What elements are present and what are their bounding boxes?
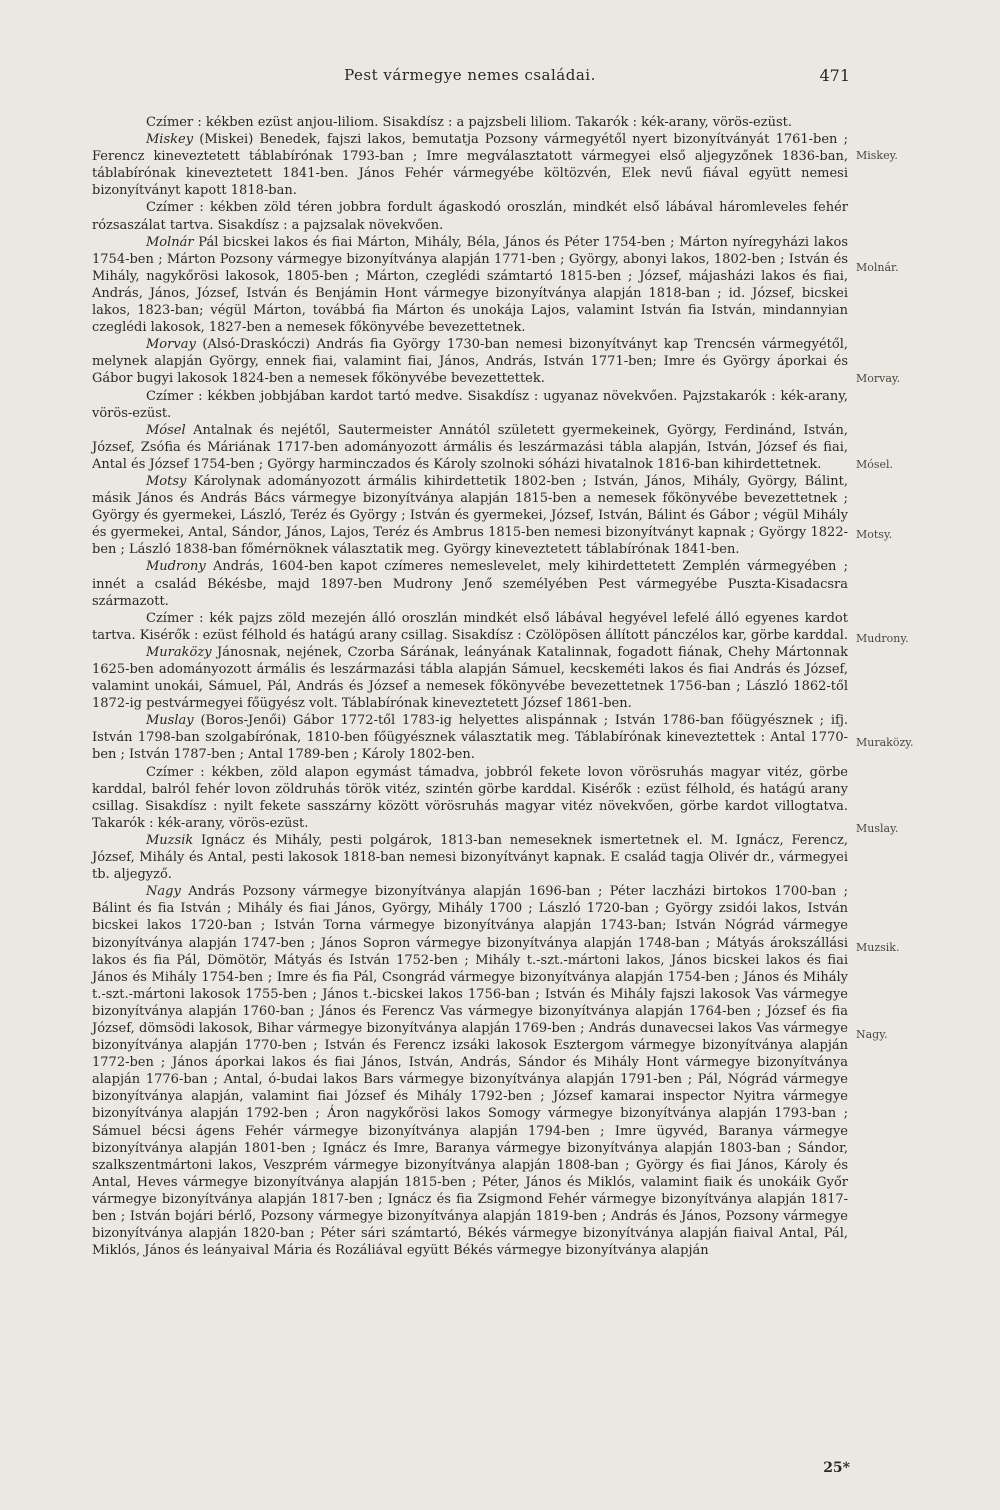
margin-note: Miskey. <box>856 149 898 162</box>
family-name: Motsy <box>146 473 187 489</box>
paragraph-text: (Boros-Jenői) Gábor 1772-től 1783-ig helyettes alispánnak ; István 1786-ban főügyésznek ; ifj. István 1798-ban szolgabírónak, 1810-ben főügyésznek választatik meg. Táblabírónak kineveztettek : Antal 1770-ben ; István 1787-ben ; Antal 1789-ben ; Károly 1802-ben. <box>92 713 848 763</box>
paragraph-text: András, 1604-ben kapot czímeres nemeslevelet, mely kihirdettetett Zemplén vármegyében ; innét a család Békésbe, majd 1897-ben Mudrony Jenő személyében Pest vármegyébe Puszta-Kisadacsra származott. <box>92 559 848 609</box>
margin-note: Molnár. <box>856 261 899 274</box>
family-name: Muzsik <box>146 832 194 848</box>
family-name: Miskey <box>146 132 194 148</box>
paragraph-murakozy <box>92 644 848 712</box>
margin-note: Muslay. <box>856 822 899 835</box>
paragraph-text: (Miskei) Benedek, fajszi lakos, bemutatja Pozsony vármegyétől nyert bizonyítványát 1761-ben ; Ferencz kineveztetett táblabírónak 1793-ban ; Imre megválasztatott vármegyei első aljegyzőnek 1836-ban, táblabírónak kineveztetett 1841-ben. János Fehér vármegyébe költözvén, Elek nevű fiával együtt nemesi bizonyítványt kapott 1818-ban. <box>92 132 848 199</box>
paragraph-morvay <box>92 336 848 387</box>
margin-note: Mudrony. <box>856 632 909 645</box>
margin-note: Mósel. <box>856 458 894 471</box>
family-name: Muslay <box>146 713 194 729</box>
margin-note: Nagy. <box>856 1028 888 1041</box>
margin-note: Motsy. <box>856 528 893 541</box>
paragraph-text: Czímer : kék pajzs zöld mezején álló oroszlán mindkét első lábával hegyével lefelé álló egyenes kardot tartva. Kisérők : ezüst félhold és hatágú arany csillag. Sisakdísz : Czölöpösen állított pánczélos kar, görbe karddal. <box>92 610 848 643</box>
family-name: Mósel <box>146 422 186 438</box>
paragraph-text: Czímer : kékben, zöld alapon egymást támadva, jobbról fekete lovon vörösruhás magyar vitéz, görbe karddal, balról fehér lovon zöldruhás török vitéz, szintén görbe karddal. Kisérők : ezüst félhold, és hatágú arany csillag. Sisakdísz : nyilt fekete sasszárny között vörösruhás magyar vitéz növekvően, görbe kardot villogtatva. Takarók : kék-arany, vörös-ezüst. <box>92 764 848 831</box>
family-name: Muraközy <box>146 644 212 660</box>
family-name: Mudrony <box>146 559 206 575</box>
margin-note: Muraközy. <box>856 736 914 749</box>
paragraph-text: Czímer : kékben ezüst anjou-liliom. Sisakdísz : a pajzsbeli liliom. Takarók : kék-arany, vörös-ezüst. <box>146 115 792 130</box>
paragraph-text: (Alsó-Draskóczi) András fia György 1730-ban nemesi bizonyítványt kap Trencsén vármegyétől, melynek alapján György, ennek fiai, valamint fiai, János, András, István 1771-ben; Imre és György áporkai és Gábor bugyi lakosok 1824-ben a nemesek főkönyvébe bevezettettek. <box>92 337 848 387</box>
paragraph-text: András Pozsony vármegye bizonyítványa alapján 1696-ban ; Péter laczházi birtokos 1700-ban ; Bálint és fia István ; Mihály és fiai János, György, Mihály 1700 ; László 1720-ban ; György zsidói lakos, István bicskei lakos 1720-ban ; István Torna vármegye bizonyítványa alapján 1743-ban; István Nógrád vármegye bizonyítványa alapján 1747-ben ; János Sopron vármegye bizonyítványa alapján 1748-ban ; Mátyás árokszállási lakos és fia Pál, Dömötör, Mátyás és István 1752-ben ; Mihály t.-szt.-mártoni lakos, János bicskei lakos és fiai János és Mihály 1754-ben ; Imre és fia Pál, Csongrád vármegye bizonyítványa alapján 1754-ben ; János és Mihály t.-szt.-mártoni lakosok 1755-ben ; János t.-bicskei lakos 1756-ban ; István és Mihály fajszi lakosok Vas vármegye bizonyítványa alapján 1760-ban ; János és Ferencz Vas vármegye bizonyítványa alapján 1764-ben ; József és fia József, dömsödi lakosok, Bihar vármegye bizonyítványa alapján 1769-ben ; András dunavecsei lakos Vas vármegye bizonyítványa alapján 1770-ben ; István és Ferencz izsáki lakosok Esztergom vármegye bizonyítványa alapján 1772-ben ; János áporkai lakos és fiai János, István, András, Sándor és Mihály Hont vármegye bizonyítványa alapján 1776-ban ; Antal, ó-budai lakos Bars vármegye bizonyítványa alapján 1791-ben ; Pál, Nógrád vármegye bizonyítványa alapján, valamint fiai József és Mihály 1792-ben ; József kamarai inspector Nyitra vármegye bizonyítványa alapján 1792-ben ; Áron nagykőrösi lakos Somogy vármegye bizonyítványa alapján 1793-ban ; Sámuel bécsi ágens Fehér vármegye bizonyítványa alapján 1794-ben ; Imre ügyvéd, Baranya vármegye bizonyítványa alapján 1801-ben ; Ignácz és Imre, Baranya vármegye bizonyítványa alapján 1803-ban ; Sándor, szalkszentmártoni lakos, Veszprém vármegye bizonyítványa alapján 1808-ban ; György és fiai János, Károly és Antal, Heves vármegye bizonyítványa alapján 1815-ben ; Péter, János és Miklós, valamint fiaik és unokáik Győr vármegye bizonyítványa alapján 1817-ben ; Ignácz és fia Zsigmond Fehér vármegye bizonyítványa alapján 1817-ben ; István bojári bérlő, Pozsony vármegye bizonyítványa alapján 1819-ben ; András és János, Pozsony vármegye bizonyítványa alapján 1820-ban ; Péter sári számtartó, Békés vármegye bizonyítványa alapján fiaival Antal, Pál, Miklós, János és leányaival Mária és Rozáliával együtt Békés vármegye bizonyítványa alapján <box>92 884 848 1259</box>
signature-mark: 25* <box>823 1460 850 1476</box>
paragraph-czimer-4 <box>92 610 848 644</box>
family-name: Nagy <box>146 884 181 900</box>
paragraph-nagy <box>92 883 848 1259</box>
paragraph-text: Antalnak és nejétől, Sautermeister Annától született gyermekeinek, György, Ferdinánd, István, József, Zsófia és Máriának 1717-ben adományozott ármális és leszármazási tábla alapján, István, József és fiai, Antal és József 1754-ben ; György harminczados és Károly szolnoki sóházi hivatalnok 1816-ban kihirdettetnek. <box>92 422 848 472</box>
paragraph-miskey <box>92 131 848 199</box>
paragraph-czimer-3 <box>92 388 848 422</box>
family-name: Morvay <box>146 337 196 353</box>
family-name: Molnár <box>146 234 194 250</box>
paragraph-mosel <box>92 422 848 473</box>
paragraph-motsy <box>92 473 848 558</box>
paragraph-muzsik <box>92 832 848 883</box>
paragraph-text: Ignácz és Mihály, pesti polgárok, 1813-ban nemeseknek ismertetnek el. M. Ignácz, Ferencz, József, Mihály és Antal, pesti lakosok 1818-ban nemesi bizonyítványt kapnak. E család tagja Olivér dr., vármegyei tb. aljegyző. <box>92 832 848 883</box>
paragraph-czimer-5 <box>92 764 848 832</box>
paragraph-mudrony <box>92 558 848 609</box>
paragraph-text: Károlynak adományozott ármális kihirdettetik 1802-ben ; István, János, Mihály, György, Bálint, másik János és András Bács vármegye bizonyítványa alapján 1815-ben a nemesek főkönyvébe bevezettetnek ; György és gyermekei, László, Teréz és György ; István és gyermekei, József, István, Bálint és Gábor ; végül Mihály és gyermekei, Antal, Sándor, János, Lajos, Teréz és Ambrus 1815-ben nemesi bizonyítványt kapnak ; György 1822-ben ; László 1838-ban főmérnöknek választatik meg. György kineveztetett táblabírónak 1841-ben. <box>92 473 848 558</box>
paragraph-text: Czímer : kékben jobbjában kardot tartó medve. Sisakdísz : ugyanaz növekvően. Pajzstakarók : kék-arany, vörös-ezüst. <box>92 388 848 421</box>
page-number: 471 <box>819 66 850 85</box>
paragraph-czimer-1 <box>92 114 848 131</box>
running-head: Pest vármegye nemes családai. <box>344 66 596 84</box>
margin-note: Muzsik. <box>856 941 900 954</box>
paragraph-text: Pál bicskei lakos és fiai Márton, Mihály, Béla, János és Péter 1754-ben ; Márton nyíregyházi lakos 1754-ben ; Márton Pozsony vármegye bizonyítványa alapján 1771-ben ; György, abonyi lakos, 1802-ben ; István és Mihály, nagykőrösi lakosok, 1805-ben ; Márton, czeglédi számtartó 1815-ben ; József, májasházi lakos és fiai, András, János, József, István és Benjámin Hont vármegye bizonyítványa alapján 1818-ban ; id. József, bicskei lakos, 1823-ban; végül Márton, továbbá fia Márton és unokája Lajos, valamint István fia István, mindannyian czeglédi lakosok, 1827-ben a nemesek főkönyvébe bevezettetnek. <box>92 234 848 336</box>
paragraph-molnar <box>92 234 848 337</box>
margin-note: Morvay. <box>856 372 901 385</box>
paragraph-czimer-2 <box>92 199 848 233</box>
paragraph-muslay <box>92 712 848 763</box>
paragraph-text: Jánosnak, nejének, Czorba Sárának, leányának Katalinnak, fogadott fiának, Chehy Mártonnak 1625-ben adományozott ármális és leszármazási tábla alapján Sámuel, kecskeméti lakos és fiai András és József, valamint unokái, Sámuel, Pál, András és József a nemesek főkönyvébe bevezettetnek 1756-ban ; László 1862-től 1872-ig pestvármegyei főügyész volt. Táblabírónak kineveztetett József 1861-ben. <box>92 644 848 712</box>
body-text <box>92 114 848 1259</box>
paragraph-text: Czímer : kékben zöld téren jobbra fordult ágaskodó oroszlán, mindkét első lábával háromleveles fehér rózsaszálat tartva. Sisakdísz : a pajzsalak növekvően. <box>92 200 848 233</box>
